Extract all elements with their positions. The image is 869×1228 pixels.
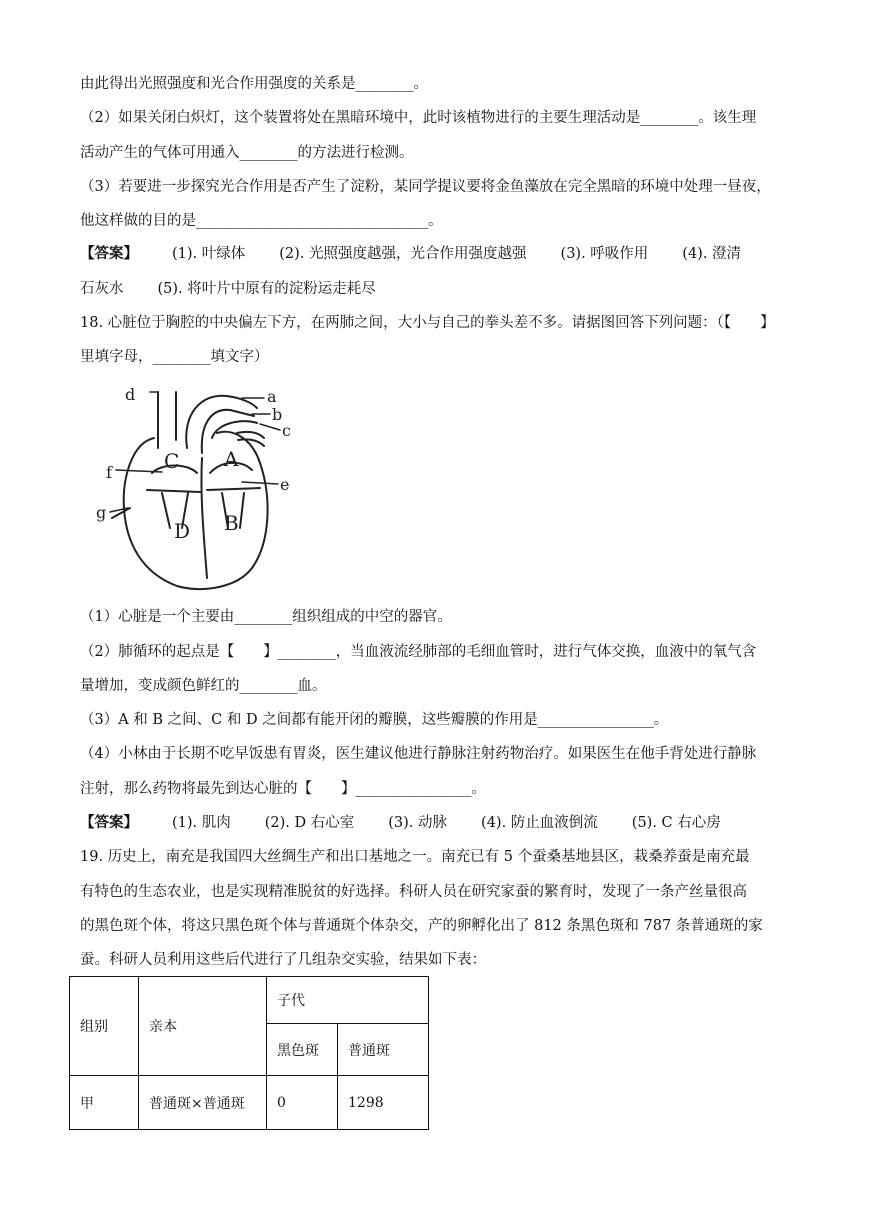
question-17-2-line2: 活动产生的气体可用通入________的方法进行检测。 bbox=[80, 145, 414, 161]
label-f: f bbox=[106, 463, 112, 482]
cell-parents: 普通斑×普通斑 bbox=[139, 1076, 267, 1130]
header-normal-spot: 普通斑 bbox=[338, 1024, 429, 1076]
answer-17-line1 bbox=[80, 244, 741, 264]
header-black-spot: 黑色斑 bbox=[267, 1024, 338, 1076]
question-18-1: （1）心脏是一个主要由________组织组成的中空的器官。 bbox=[80, 609, 452, 625]
answer-label: 【答案】 bbox=[80, 245, 138, 262]
answer-item: (2). D 右心室 bbox=[264, 815, 355, 831]
label-D: D bbox=[174, 519, 191, 543]
cross-results-table bbox=[69, 976, 429, 1130]
label-g: g bbox=[96, 503, 107, 522]
question-18-2-line2: 量增加，变成颜色鲜红的________血。 bbox=[80, 678, 327, 694]
header-group: 组别 bbox=[70, 977, 139, 1076]
label-a: a bbox=[267, 387, 277, 406]
answer-item: (5). 将叶片中原有的淀粉运走耗尽 bbox=[157, 281, 376, 297]
question-18-stem-line1: 18. 心脏位于胸腔的中央偏左下方，在两肺之间，大小与自己的拳头差不多。请据图回答下列问题：（【 】 bbox=[80, 315, 775, 331]
answer-label: 【答案】 bbox=[80, 814, 138, 831]
answer-item: (5). C 右心房 bbox=[631, 815, 721, 831]
answer-item: (1). 肌肉 bbox=[172, 815, 231, 831]
label-d: d bbox=[125, 385, 136, 404]
question-17-3-line1: （3）若要进一步探究光合作用是否产生了淀粉，某同学提议要将金鱼藻放在完全黑暗的环境中处理一昼夜， bbox=[80, 179, 771, 195]
cell-black: 0 bbox=[267, 1076, 338, 1130]
question-18-4-line1: （4）小林由于长期不吃早饭患有胃炎，医生建议他进行静脉注射药物治疗。如果医生在他手背处进行静脉 bbox=[80, 746, 757, 762]
label-b: b bbox=[272, 405, 283, 424]
question-18-stem-line2: 里填字母，________填文字） bbox=[80, 349, 269, 365]
question-17-2-line1: （2）如果关闭白炽灯，这个装置将处在黑暗环境中，此时该植物进行的主要生理活动是________。该生理 bbox=[80, 110, 757, 126]
header-offspring: 子代 bbox=[267, 977, 429, 1024]
answer-item: (3). 动脉 bbox=[388, 815, 448, 831]
label-C: C bbox=[164, 449, 180, 473]
header-parents: 亲本 bbox=[139, 977, 267, 1076]
answer-item: (1). 叶绿体 bbox=[172, 246, 246, 262]
answer-item: (4). 防止血液倒流 bbox=[481, 815, 598, 831]
question-18-2-line1: （2）肺循环的起点是【 】________，当血液流经肺部的毛细血管时，进行气体交换，血液中的氧气含 bbox=[80, 644, 757, 660]
question-18-4-line2: 注射，那么药物将最先到达心脏的【 】________________。 bbox=[80, 781, 486, 797]
answer-item: 石灰水 bbox=[80, 281, 124, 297]
label-c: c bbox=[282, 421, 291, 440]
answer-item: (4). 澄清 bbox=[682, 246, 742, 262]
label-A: A bbox=[224, 447, 239, 471]
heart-diagram bbox=[92, 378, 302, 598]
question-19-line1: 19. 历史上，南充是我国四大丝绸生产和出口基地之一。南充已有 5 个蚕桑基地县区，栽桑养蚕是南充最 bbox=[80, 849, 750, 865]
cell-group: 甲 bbox=[70, 1076, 139, 1130]
label-e: e bbox=[280, 475, 290, 494]
answer-17-line2 bbox=[80, 279, 376, 299]
question-19-line3: 的黑色斑个体，将这只黑色斑个体与普通斑个体杂交，产的卵孵化出了 812 条黑色斑和 787 条普通斑的家 bbox=[80, 918, 763, 934]
question-19-line4: 蚕。科研人员利用这些后代进行了几组杂交实验，结果如下表： bbox=[80, 952, 486, 968]
text-line: 由此得出光照强度和光合作用强度的关系是________。 bbox=[80, 76, 428, 92]
label-B: B bbox=[224, 511, 239, 535]
question-18-3: （3）A 和 B 之间、C 和 D 之间都有能开闭的瓣膜，这些瓣膜的作用是________________。 bbox=[80, 712, 669, 728]
table-row bbox=[70, 1076, 429, 1130]
question-19-line2: 有特色的生态农业，也是实现精准脱贫的好选择。科研人员在研究家蚕的繁育时，发现了一条产丝量很高 bbox=[80, 884, 747, 900]
answer-item: (2). 光照强度越强，光合作用强度越强 bbox=[279, 246, 527, 262]
answer-item: (3). 呼吸作用 bbox=[560, 246, 649, 262]
cell-normal: 1298 bbox=[338, 1076, 429, 1130]
question-17-3-line2: 他这样做的目的是________________________________。 bbox=[80, 213, 443, 229]
answer-18-line bbox=[80, 813, 721, 833]
